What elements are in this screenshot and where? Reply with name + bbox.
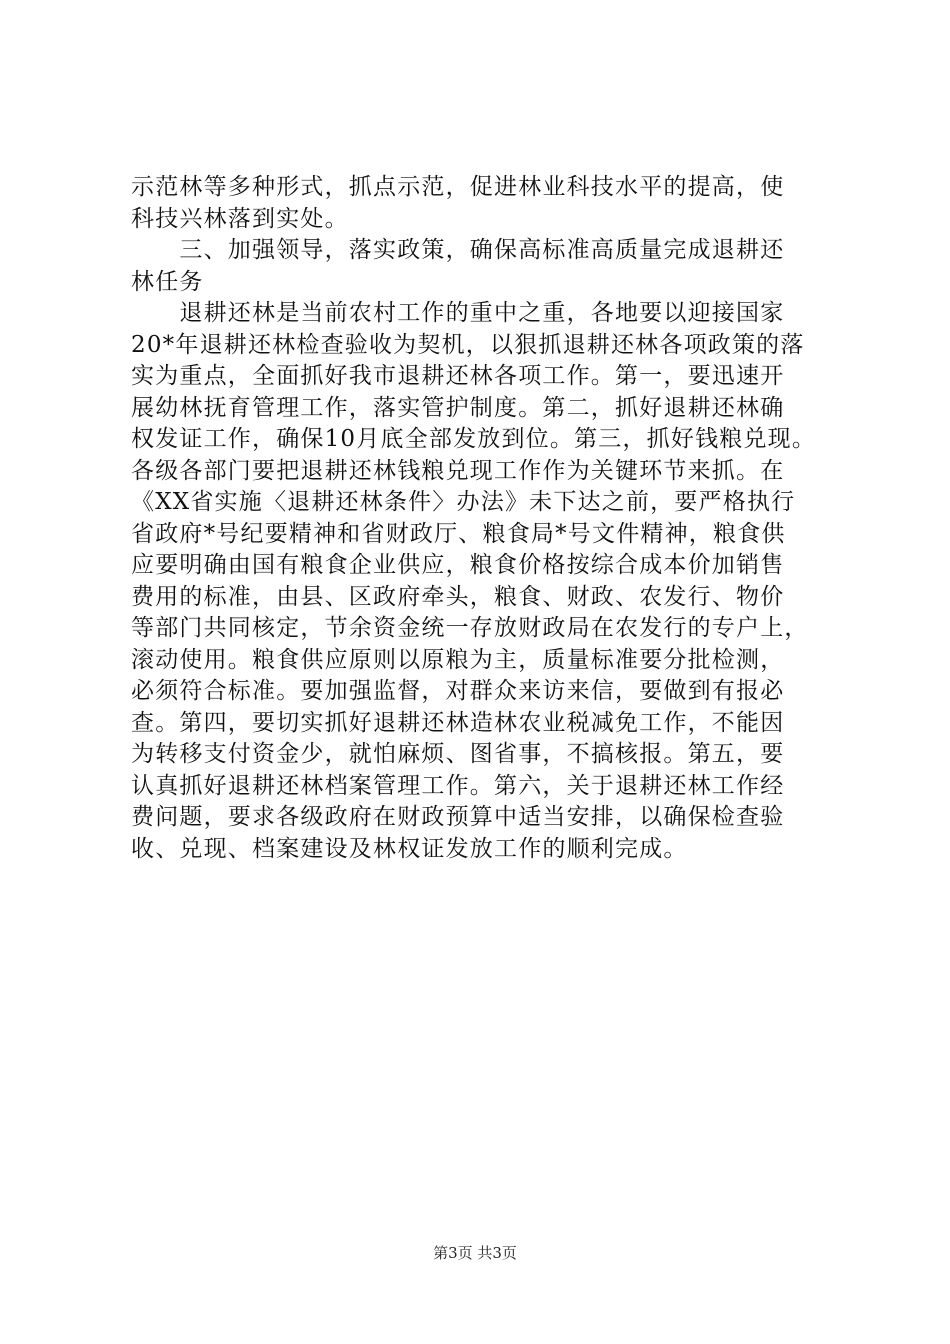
text-line: 20*年退耕还林检查验收为契机，以狠抓退耕还林各项政策的落 (131, 331, 805, 358)
text-line: 退耕还林是当前农村工作的重中之重，各地要以迎接国家 (131, 300, 785, 326)
text-line: 科技兴林落到实处。 (131, 205, 349, 232)
text-line: 费用的标准，由县、区政府牵头，粮食、财政、农发行、物价 (131, 583, 785, 610)
text-line: 等部门共同核定，节余资金统一存放财政局在农发行的专户上， (131, 615, 809, 641)
text-line: 实为重点，全面抓好我市退耕还林各项工作。第一，要迅速开 (131, 363, 785, 389)
text-line: 权发证工作，确保10月底全部发放到位。第三，抓好钱粮兑现。 (131, 426, 817, 452)
text-line: 省政府*号纪要精神和省财政厅、粮食局*号文件精神，粮食供 (131, 520, 786, 547)
text-line: 展幼林抚育管理工作，落实管护制度。第二，抓好退耕还林确 (131, 394, 785, 421)
text-line: 费问题，要求各级政府在财政预算中适当安排，以确保检查验 (131, 804, 785, 830)
text-line: 滚动使用。粮食供应原则以原粮为主，质量标准要分批检测， (131, 646, 785, 673)
text-line: 认真抓好退耕还林档案管理工作。第六，关于退耕还林工作经 (131, 772, 785, 799)
text-line: 必须符合标准。要加强监督，对群众来访来信，要做到有报必 (131, 678, 785, 704)
text-line: 查。第四，要切实抓好退耕还林造林农业税减免工作，不能因 (131, 709, 785, 736)
text-line: 示范林等多种形式，抓点示范，促进林业科技水平的提高，使 (131, 174, 785, 200)
section-heading-line: 林任务 (131, 268, 204, 295)
text-line: 《XX省实施〈退耕还林条件〉办法》未下达之前，要严格执行 (131, 489, 796, 515)
text-line: 为转移支付资金少，就怕麻烦、图省事，不搞核报。第五，要 (131, 741, 785, 767)
text-line: 应要明确由国有粮食企业供应，粮食价格按综合成本价加销售 (131, 552, 785, 578)
text-line: 收、兑现、档案建设及林权证发放工作的顺利完成。 (131, 835, 688, 862)
document-body (131, 172, 831, 865)
page-footer: 第3页 共3页 (433, 1244, 517, 1262)
text-line: 各级各部门要把退耕还林钱粮兑现工作作为关键环节来抓。在 (131, 457, 785, 484)
section-heading-line: 三、加强领导，落实政策，确保高标准高质量完成退耕还 (131, 237, 785, 263)
